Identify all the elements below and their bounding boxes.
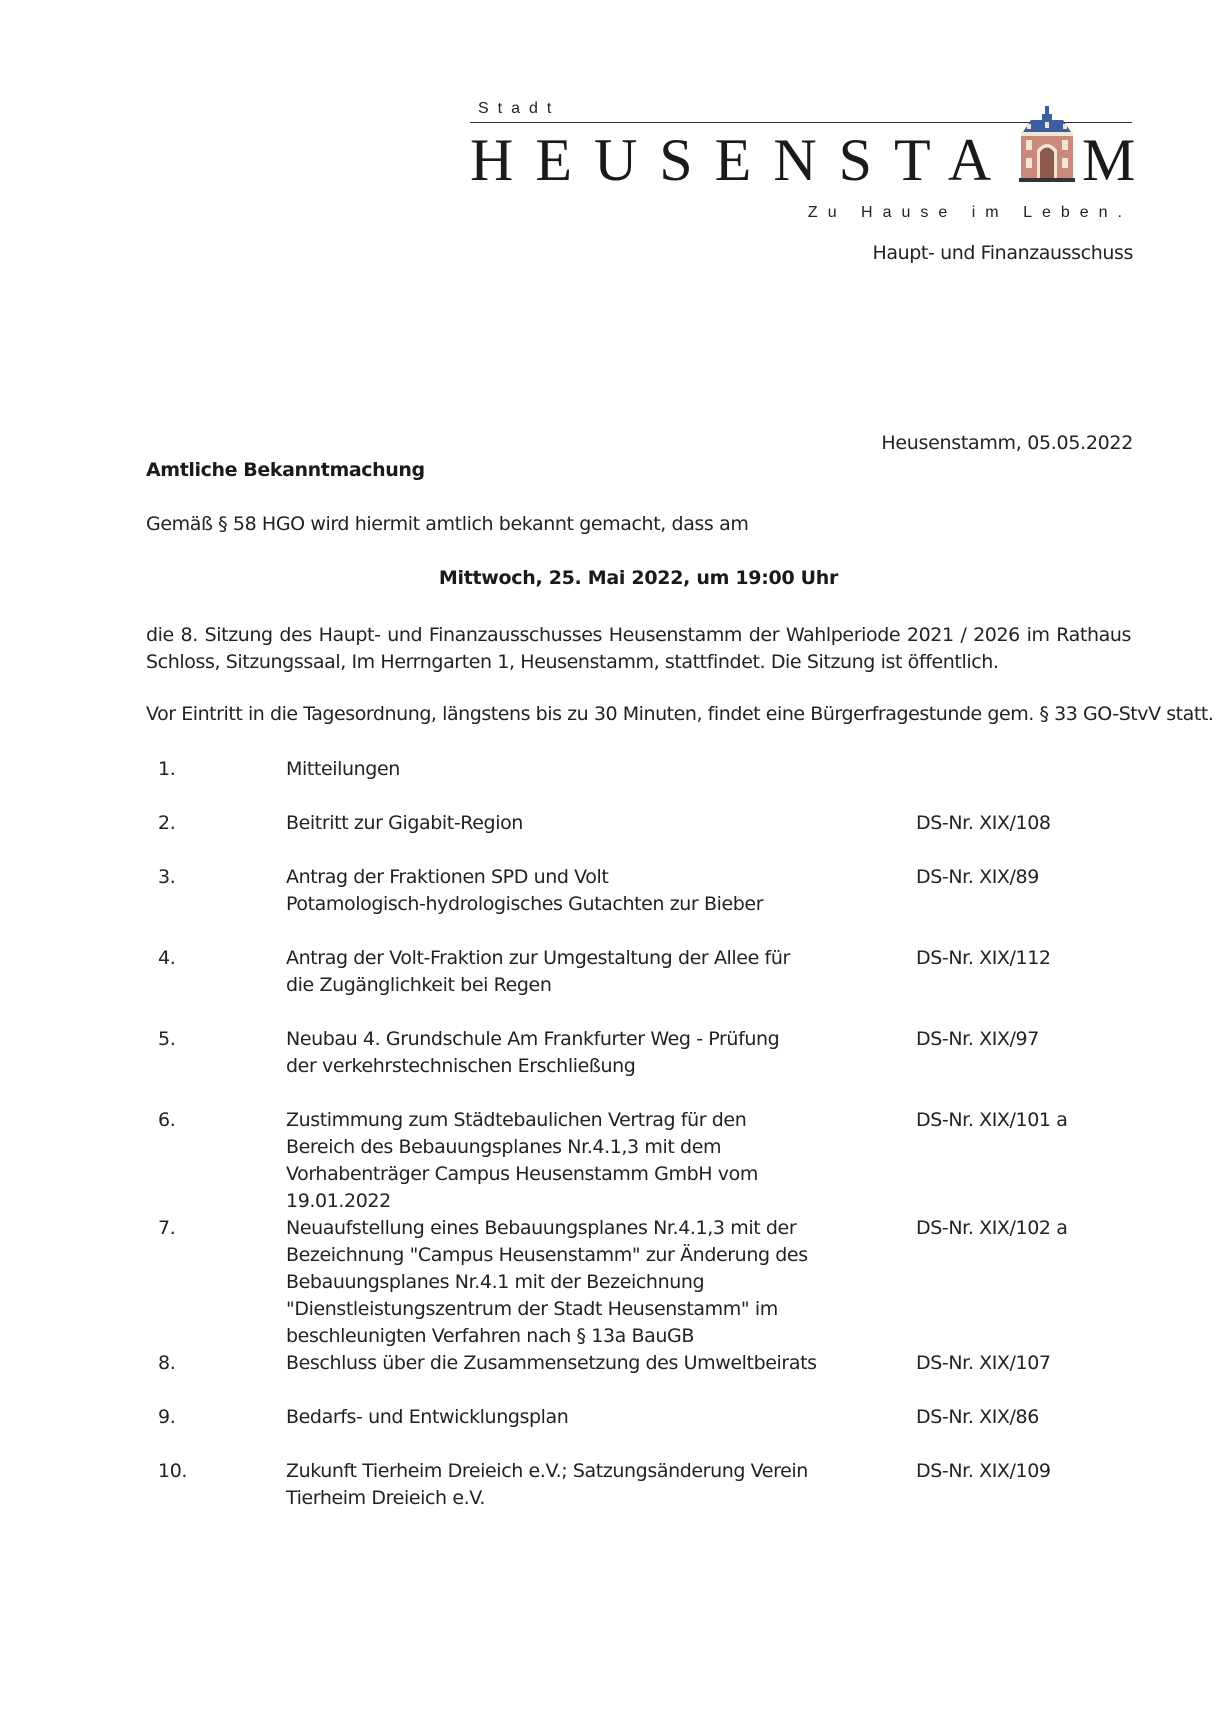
logo-name-suffix: M xyxy=(1082,127,1136,193)
committee-name: Haupt- und Finanzausschuss xyxy=(872,242,1133,264)
agenda-item-title: Mitteilungen xyxy=(286,758,400,780)
agenda-item-title: Neuaufstellung eines Bebauungsplanes Nr.4.1,3 mit der Bezeichnung "Campus Heusenstamm" zur Änderung des Bebauungsplanes Nr.4.1 mit der Bezeichnung "Dienstleistungszentrum der Stadt Heusenstamm" im beschleunigten Verfahren nach § 13a BauGB xyxy=(286,1217,808,1347)
agenda-item xyxy=(146,756,1131,810)
agenda-item-title: Bedarfs- und Entwicklungsplan xyxy=(286,1406,569,1428)
agenda-item-title: Beitritt zur Gigabit-Region xyxy=(286,812,523,834)
agenda-item-number: 3. xyxy=(158,866,176,888)
agenda-item-number: 2. xyxy=(158,812,176,834)
agenda-item-title: Zustimmung zum Städtebaulichen Vertrag für den Bereich des Bebauungsplanes Nr.4.1,3 mit dem Vorhabenträger Campus Heusenstamm GmbH vom 19.01.2022 xyxy=(286,1109,758,1212)
agenda-item-title: Zukunft Tierheim Dreieich e.V.; Satzungsänderung Verein Tierheim Dreieich e.V. xyxy=(286,1460,808,1509)
agenda-item-reference: DS-Nr. XIX/107 xyxy=(916,1352,1051,1374)
place-date: Heusenstamm, 05.05.2022 xyxy=(881,432,1133,454)
city-logo xyxy=(470,96,1136,226)
logo-name-prefix: HEUSENSTA xyxy=(470,127,1014,193)
agenda-item-number: 8. xyxy=(158,1352,176,1374)
meeting-date: Mittwoch, 25. Mai 2022, um 19:00 Uhr xyxy=(438,567,839,589)
agenda-list xyxy=(146,756,1131,1512)
agenda-item-number: 6. xyxy=(158,1109,176,1131)
intro-text: Gemäß § 58 HGO wird hiermit amtlich bekannt gemacht, dass am xyxy=(146,513,749,535)
agenda-item-reference: DS-Nr. XIX/97 xyxy=(916,1028,1039,1050)
agenda-item-number: 1. xyxy=(158,758,176,780)
agenda-item-title: Antrag der Fraktionen SPD und Volt Potamologisch-hydrologisches Gutachten zur Bieber xyxy=(286,866,764,915)
agenda-item xyxy=(146,1107,1131,1215)
agenda-item xyxy=(146,1215,1131,1350)
agenda-item-reference: DS-Nr. XIX/108 xyxy=(916,812,1051,834)
citizen-question-text: Vor Eintritt in die Tagesordnung, längstens bis zu 30 Minuten, findet eine Bürgerfragestunde gem. § 33 GO-StvV statt. xyxy=(146,703,1214,725)
agenda-item xyxy=(146,1458,1131,1512)
agenda-item-title: Beschluss über die Zusammensetzung des Umweltbeirats xyxy=(286,1352,817,1374)
agenda-item xyxy=(146,864,1131,945)
document-heading: Amtliche Bekanntmachung xyxy=(146,459,425,481)
agenda-item-number: 7. xyxy=(158,1217,176,1239)
logo-tagline: Zu Hause im Leben. xyxy=(807,204,1132,221)
agenda-item xyxy=(146,810,1131,864)
logo-city-name xyxy=(470,126,1136,194)
agenda-item-reference: DS-Nr. XIX/109 xyxy=(916,1460,1051,1482)
agenda-item xyxy=(146,1404,1131,1458)
agenda-item-number: 5. xyxy=(158,1028,176,1050)
castle-building-icon xyxy=(1017,104,1077,186)
agenda-item-reference: DS-Nr. XIX/89 xyxy=(916,866,1039,888)
agenda-item-reference: DS-Nr. XIX/86 xyxy=(916,1406,1039,1428)
agenda-item xyxy=(146,1026,1131,1107)
agenda-item-title: Antrag der Volt-Fraktion zur Umgestaltung der Allee für die Zugänglichkeit bei Regen xyxy=(286,947,790,996)
agenda-item-title: Neubau 4. Grundschule Am Frankfurter Weg - Prüfung der verkehrstechnischen Erschließung xyxy=(286,1028,780,1077)
session-text: die 8. Sitzung des Haupt- und Finanzausschusses Heusenstamm der Wahlperiode 2021 / 2026 im Rathaus Schloss, Sitzungssaal, Im Herrngarten 1, Heusenstamm, stattfindet. Die Sitzung ist öffentlich. xyxy=(146,624,1131,673)
agenda-item-number: 4. xyxy=(158,947,176,969)
logo-stadt-text: Stadt xyxy=(478,100,561,117)
agenda-item xyxy=(146,1350,1131,1404)
agenda-item-reference: DS-Nr. XIX/101 a xyxy=(916,1109,1068,1131)
agenda-item-number: 9. xyxy=(158,1406,176,1428)
agenda-item xyxy=(146,945,1131,1026)
agenda-item-reference: DS-Nr. XIX/112 xyxy=(916,947,1051,969)
agenda-item-number: 10. xyxy=(158,1460,188,1482)
agenda-item-reference: DS-Nr. XIX/102 a xyxy=(916,1217,1068,1239)
